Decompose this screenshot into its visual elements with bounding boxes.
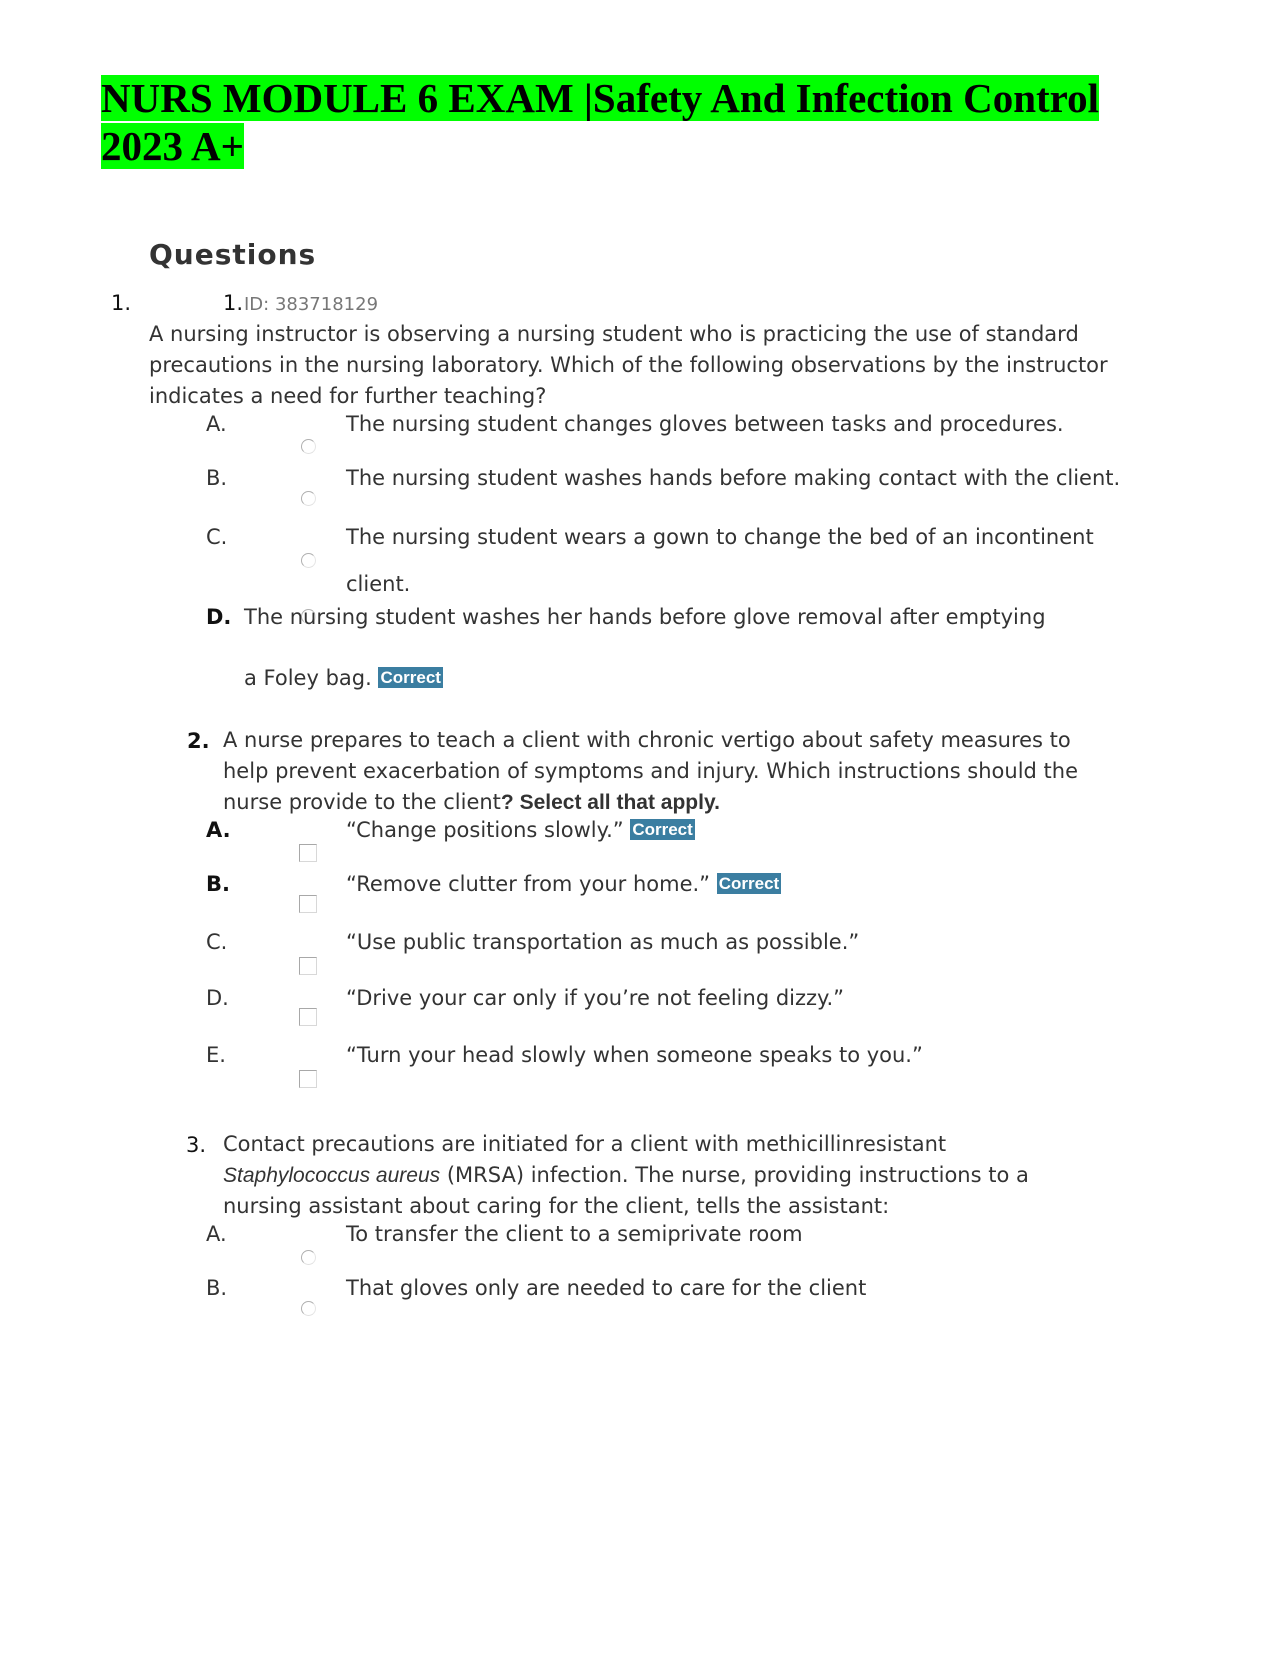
document-title-line-2: 2023 A+ bbox=[101, 123, 244, 169]
question-3-option-b-text: That gloves only are needed to care for the client bbox=[346, 1276, 867, 1300]
question-2-stem-line-1: A nurse prepares to teach a client with chronic vertigo about safety measures to bbox=[223, 728, 1071, 752]
question-2-select-all: ? Select all that apply. bbox=[500, 791, 720, 814]
question-2-option-a-text: “Change positions slowly.” bbox=[346, 818, 624, 842]
question-1-option-c-letter: C. bbox=[206, 525, 228, 549]
question-1-option-a-letter: A. bbox=[206, 412, 227, 436]
question-2-option-d-letter: D. bbox=[206, 986, 229, 1010]
question-1-option-d-text: The nursing student washes her hands before glove removal after emptying bbox=[244, 605, 1046, 629]
question-1-option-c-text: The nursing student wears a gown to change the bed of an incontinent bbox=[346, 525, 1094, 549]
question-1-number: 1. bbox=[111, 291, 132, 315]
question-2-option-d-checkbox[interactable] bbox=[299, 1008, 317, 1026]
question-2-option-e-letter: E. bbox=[206, 1043, 226, 1067]
question-2-option-e-checkbox[interactable] bbox=[299, 1070, 317, 1088]
question-2-option-d-text: “Drive your car only if you’re not feeling dizzy.” bbox=[346, 986, 845, 1010]
question-1-option-b-letter: B. bbox=[206, 466, 228, 490]
question-3-number: 3. bbox=[186, 1133, 207, 1157]
question-3-option-b-letter: B. bbox=[206, 1276, 228, 1300]
question-3-option-b-radio[interactable] bbox=[301, 1301, 316, 1316]
question-2-stem-line-3 bbox=[223, 787, 720, 818]
question-1-stem-line-1: A nursing instructor is observing a nursing student who is practicing the use of standard bbox=[149, 322, 1079, 346]
question-2-option-c-text: “Use public transportation as much as possible.” bbox=[346, 930, 860, 954]
question-2-option-b-row bbox=[346, 869, 781, 900]
question-1-option-c-text-cont: client. bbox=[346, 572, 411, 596]
correct-badge: Correct bbox=[718, 874, 780, 893]
question-1-option-c-radio[interactable] bbox=[301, 553, 316, 568]
correct-badge: Correct bbox=[380, 668, 441, 687]
question-2-option-a-letter: A. bbox=[206, 818, 231, 842]
question-2-number: 2. bbox=[187, 729, 210, 753]
question-1-id: ID: 383718129 bbox=[244, 294, 379, 315]
question-3-stem-line-2-text: infection. The nurse, providing instructions to a bbox=[530, 1163, 1029, 1187]
question-2-option-a-checkbox[interactable] bbox=[299, 844, 317, 862]
question-1-option-b-text: The nursing student washes hands before making contact with the client. bbox=[346, 466, 1121, 490]
question-1-stem-line-3: indicates a need for further teaching? bbox=[149, 384, 547, 408]
question-1-stem-line-2: precautions in the nursing laboratory. Which of the following observations by the instructor bbox=[149, 353, 1108, 377]
question-3-organism: Staphylococcus aureus bbox=[223, 1164, 441, 1187]
question-1-option-b-radio[interactable] bbox=[301, 491, 316, 506]
question-2-option-c-checkbox[interactable] bbox=[299, 957, 317, 975]
question-2-stem-line-3-text: nurse provide to the client bbox=[223, 790, 501, 814]
question-2-option-b-checkbox[interactable] bbox=[299, 895, 317, 913]
question-2-option-e-text: “Turn your head slowly when someone speaks to you.” bbox=[346, 1043, 923, 1067]
question-2-stem-line-2: help prevent exacerbation of symptoms and injury. Which instructions should the bbox=[223, 759, 1079, 783]
question-3-stem-line-1: Contact precautions are initiated for a client with methicillinresistant bbox=[223, 1132, 947, 1156]
question-2-option-a-row bbox=[346, 815, 695, 846]
correct-badge: Correct bbox=[632, 820, 693, 839]
question-2-option-b-text: “Remove clutter from your home.” bbox=[346, 872, 711, 896]
question-3-option-a-letter: A. bbox=[206, 1222, 227, 1246]
question-2-option-b-letter: B. bbox=[206, 872, 230, 896]
question-1-option-d-letter: D. bbox=[206, 605, 232, 629]
question-3-option-a-text: To transfer the client to a semiprivate room bbox=[346, 1222, 803, 1246]
question-1-option-d-text2: a Foley bag. bbox=[244, 666, 372, 690]
question-3-stem-line-3: nursing assistant about caring for the client, tells the assistant: bbox=[223, 1194, 890, 1218]
question-3-option-a-radio[interactable] bbox=[301, 1250, 316, 1265]
document-title-line-1: NURS MODULE 6 EXAM |Safety And Infection Control bbox=[101, 75, 1099, 121]
question-1-option-d-text-cont bbox=[244, 663, 443, 694]
questions-heading: Questions bbox=[149, 238, 317, 271]
question-1-inner-number: 1. bbox=[223, 291, 244, 315]
question-3-abbrev: (MRSA) bbox=[446, 1163, 525, 1187]
question-1-option-a-radio[interactable] bbox=[301, 439, 316, 454]
question-2-option-c-letter: C. bbox=[206, 930, 228, 954]
question-1-option-a-text: The nursing student changes gloves between tasks and procedures. bbox=[346, 412, 1064, 436]
question-3-stem-line-2 bbox=[223, 1160, 1029, 1191]
